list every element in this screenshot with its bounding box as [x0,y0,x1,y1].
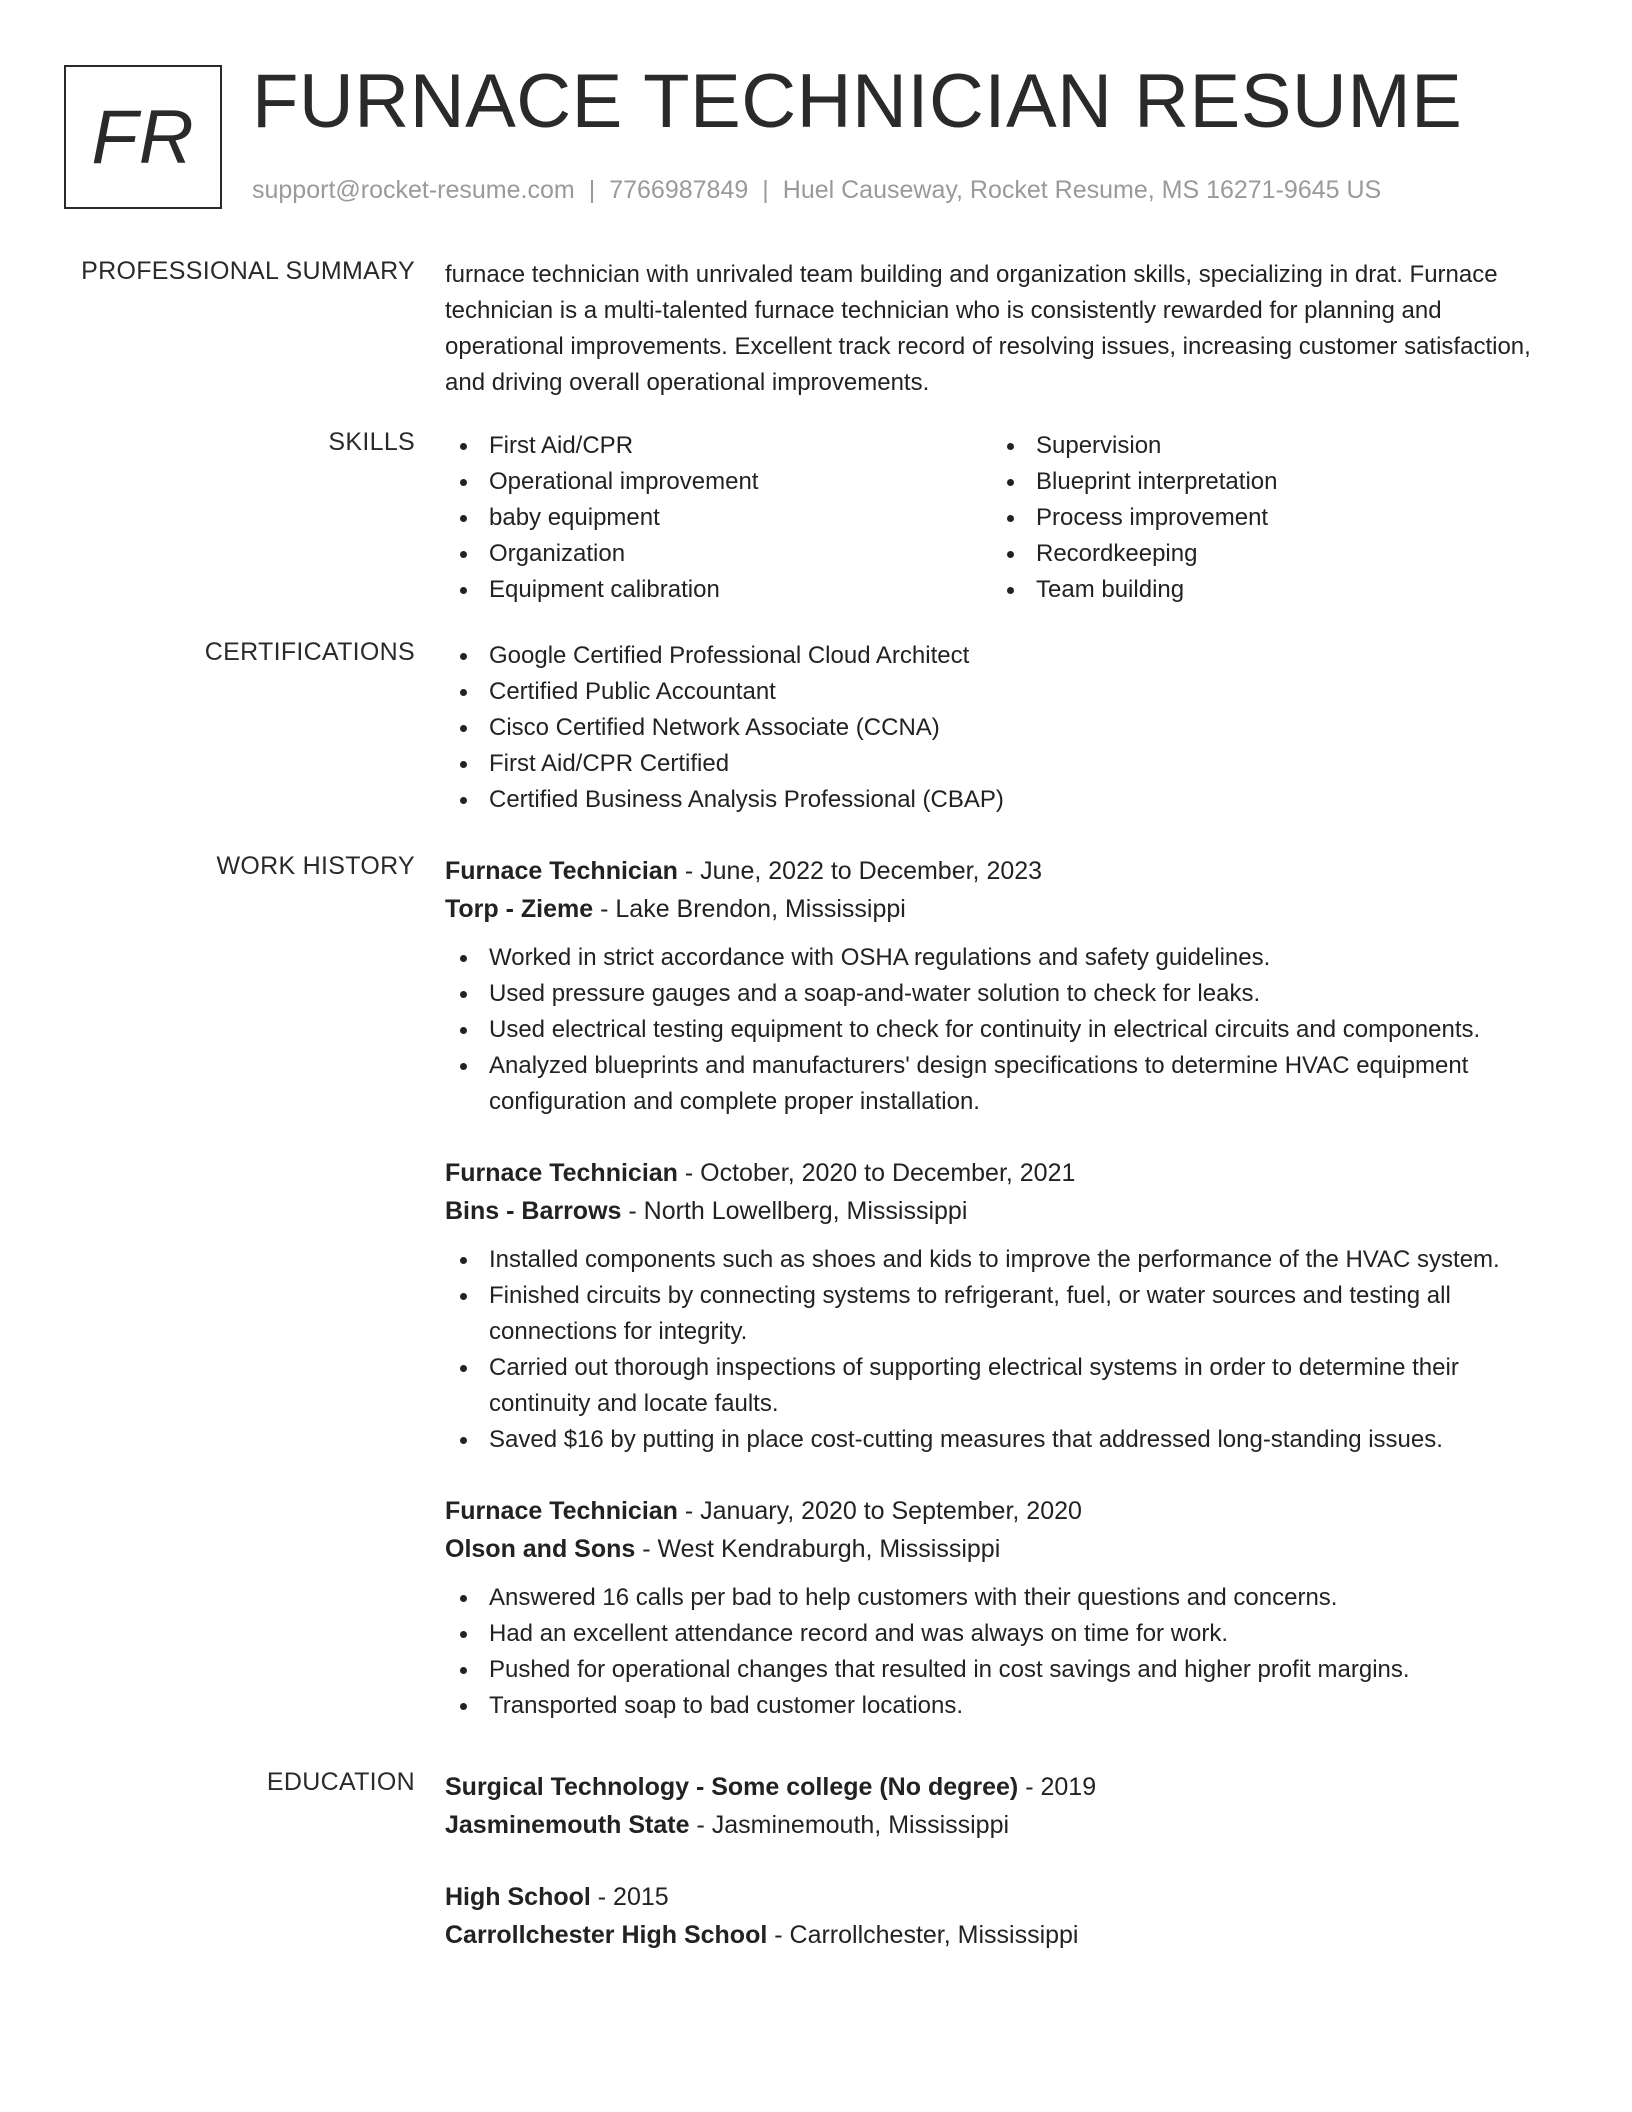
contact-phone: 7766987849 [609,176,749,204]
monogram-box [64,65,222,209]
job-bullet: Finished circuits by connecting systems to refrigerant, fuel, or water sources and testing all connections for integrity. [445,1278,1545,1350]
job-company-line [445,890,1545,928]
job-bullet: Saved $16 by putting in place cost-cutting measures that addressed long-standing issues. [445,1422,1545,1458]
section-label-summary: PROFESSIONAL SUMMARY [81,257,415,285]
skill-item: Organization [445,536,992,572]
skill-item: Recordkeeping [992,536,1539,572]
job-title: Furnace Technician [445,1159,678,1187]
job-company-line [445,1192,1545,1230]
job-bullet: Answered 16 calls per bad to help customers with their questions and concerns. [445,1580,1545,1616]
job-title: Furnace Technician [445,857,678,885]
job-bullet: Carried out thorough inspections of supporting electrical systems in order to determine their continuity and locate faults. [445,1350,1545,1422]
contact-line [252,176,1381,205]
job-bullet: Installed components such as shoes and kids to improve the performance of the HVAC system. [445,1242,1545,1278]
section-label-work: WORK HISTORY [216,852,415,880]
skill-item: First Aid/CPR [445,428,992,464]
section-label-education: EDUCATION [266,1768,415,1796]
skills-list-right [992,428,1539,608]
education-location: - Jasminemouth, Mississippi [689,1811,1010,1839]
job-entry [445,1492,1545,1724]
skill-item: Team building [992,572,1539,608]
education-school: Jasminemouth State [445,1811,690,1839]
job-title: Furnace Technician [445,1497,678,1525]
education-degree-line [445,1768,1545,1806]
job-company-line [445,1530,1545,1568]
skill-item: Equipment calibration [445,572,992,608]
certification-item: Cisco Certified Network Associate (CCNA) [445,710,1545,746]
section-label-skills: SKILLS [328,428,415,456]
section-label-certifications: CERTIFICATIONS [204,638,415,666]
job-bullet: Pushed for operational changes that resulted in cost savings and higher profit margins. [445,1652,1545,1688]
education-entry [445,1878,1545,1954]
job-bullet: Analyzed blueprints and manufacturers' design specifications to determine HVAC equipment configuration and complete proper installation. [445,1048,1545,1120]
job-bullets [445,1242,1545,1458]
skills-columns [445,428,1545,608]
job-bullets [445,940,1545,1120]
education-location: - Carrollchester, Mississippi [767,1921,1079,1949]
summary-text: furnace technician with unrivaled team building and organization skills, specializing in drat. Furnace technician is a multi-talented furnace technician who is consistently rewarded for planning and operational improvements. Excellent track record of resolving issues, increasing customer satisfaction, and driving overall operational improvements. [445,261,1531,396]
job-location: - West Kendraburgh, Mississippi [635,1535,1001,1563]
skill-item: Supervision [992,428,1539,464]
education-year: - 2019 [1018,1773,1097,1801]
education-entry [445,1768,1545,1844]
contact-separator: | [762,176,769,204]
job-bullet: Used electrical testing equipment to check for continuity in electrical circuits and components. [445,1012,1545,1048]
job-location: - North Lowellberg, Mississippi [621,1197,968,1225]
certification-item: First Aid/CPR Certified [445,746,1545,782]
contact-address: Huel Causeway, Rocket Resume, MS 16271-9645 US [782,176,1382,204]
skill-item: Operational improvement [445,464,992,500]
job-bullets [445,1580,1545,1724]
job-title-line [445,852,1545,890]
job-company: Torp - Zieme [445,895,594,923]
skill-item: baby equipment [445,500,992,536]
education-degree: Surgical Technology - Some college (No degree) [445,1773,1019,1801]
job-dates: - October, 2020 to December, 2021 [677,1159,1076,1187]
education-degree-line [445,1878,1545,1916]
education-degree: High School [445,1883,591,1911]
skills-list-left [445,428,992,608]
monogram-initials: FR [91,94,195,180]
job-dates: - January, 2020 to September, 2020 [677,1497,1082,1525]
job-bullet: Transported soap to bad customer locations. [445,1688,1545,1724]
education-school: Carrollchester High School [445,1921,768,1949]
education-year: - 2015 [590,1883,669,1911]
contact-email: support@rocket-resume.com [252,176,575,204]
certification-item: Certified Business Analysis Professional (CBAP) [445,782,1545,818]
skill-item: Blueprint interpretation [992,464,1539,500]
job-company: Bins - Barrows [445,1197,622,1225]
job-entry [445,1154,1545,1458]
page-title: FURNACE TECHNICIAN RESUME [252,59,1463,144]
skill-item: Process improvement [992,500,1539,536]
job-bullet: Used pressure gauges and a soap-and-water solution to check for leaks. [445,976,1545,1012]
job-location: - Lake Brendon, Mississippi [593,895,906,923]
job-dates: - June, 2022 to December, 2023 [677,857,1043,885]
education-school-line [445,1916,1545,1954]
certification-item: Certified Public Accountant [445,674,1545,710]
job-company: Olson and Sons [445,1535,636,1563]
certification-item: Google Certified Professional Cloud Architect [445,638,1545,674]
job-bullet: Had an excellent attendance record and was always on time for work. [445,1616,1545,1652]
job-entry [445,852,1545,1120]
job-title-line [445,1492,1545,1530]
job-title-line [445,1154,1545,1192]
job-bullet: Worked in strict accordance with OSHA regulations and safety guidelines. [445,940,1545,976]
contact-separator: | [588,176,596,204]
education-school-line [445,1806,1545,1844]
certifications-list [445,638,1545,818]
